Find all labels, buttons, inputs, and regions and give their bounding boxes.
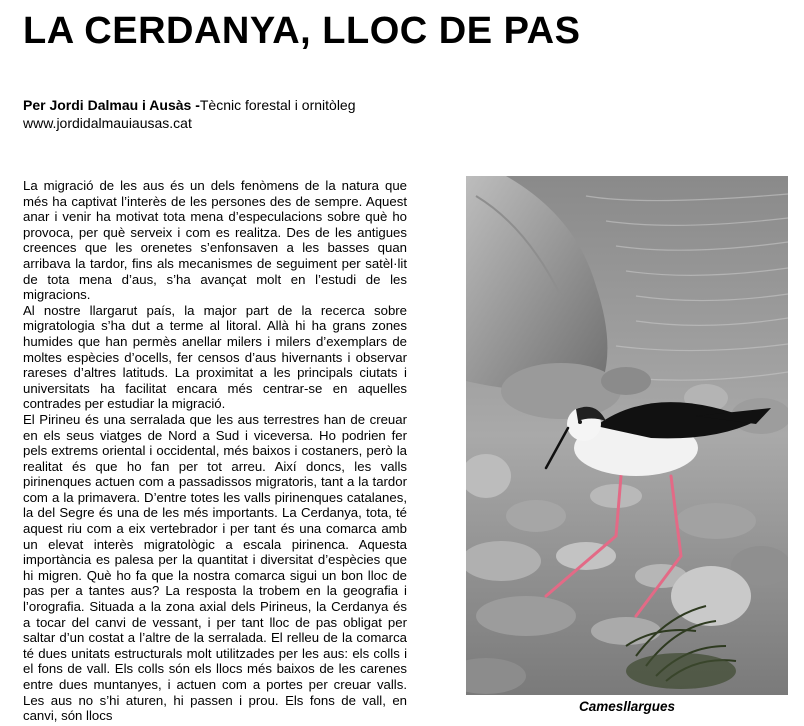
byline <box>23 96 356 132</box>
photo-caption: Camesllargues <box>578 699 676 714</box>
article-title: LA CERDANYA, LLOC DE PAS <box>23 10 581 52</box>
article-body <box>23 178 407 724</box>
paragraph: Al nostre llargarut país, la major part de la recerca sobre migratologia s’ha dut a terme al litoral. Allà hi ha grans zones humides que han permès anellar milers i milers d’exemplars de moltes espècies d’ocells, fer censos d’aus hivernants i observar rareses d’altres latituds. La proximitat a les principals ciutats i universitats ha facilitat encara més centrar-se en aquelles contrades per estudiar la migració. <box>23 302 407 412</box>
stilt-illustration <box>466 176 788 695</box>
author-role: Tècnic forestal i ornitòleg <box>199 97 356 113</box>
paragraph: La migració de les aus és un dels fenòmens de la natura que més ha captivat l’interès de les persones des de sempre. Aquest anar i venir ha motivat tota mena d’especulacions sobre què ho provoca, per què serveix i com es realitza. Des de les antigues creences que les orenetes s’enfonsaven a les basses quan arribava la tardor, fins als mecanismes de seguiment per satèl·lit de tota mena d’aus, s’ha avançat molt en l’estudi de les migracions. <box>23 178 407 303</box>
stilt-photo <box>466 176 788 695</box>
author-website: www.jordidalmauiausas.cat <box>23 115 192 131</box>
author-name: Per Jordi Dalmau i Ausàs - <box>23 97 200 113</box>
paragraph: El Pirineu és una serralada que les aus terrestres han de creuar en els seus viatges de Nord a Sud i viceversa. Ho podrien fer pels extrems oriental i occidental, més baixos i costaners, però la realitat és que ho fan per tot arreu. Així doncs, les valls pirinenques actuen com a passadissos migratoris, tant a la tardor com a la primavera. D’entre totes les valls pirinenques catalanes, la del Segre és una de les més importants. La Cerdanya, tota, té aquest riu com a eix vertebrador i per tant és una comarca amb un elevat interès migratològic a escala pirinenca. Aquesta importància es palesa per la quantitat i diversitat d’espècies que hi migren. Què ho fa que la nostra comarca sigui un bon lloc de pas per a tantes aus? La resposta la trobem en la geografia i l’orografia. Situada a la zona axial dels Pirineus, la Cerdanya és a tocar del canvi de vessant, i per tant lloc de pas obligat per saltar d’un costat a l’altre de la serralada. El relleu de la comarca té dues unitats estructurals molt utilitzades per les aus: els colls i el fons de vall. Els colls són els llocs més baixos de les carenes entre dues muntanyes, i actuen com a portes per creuar valls. Les aus no s’hi aturen, hi passen i prou. Els fons de vall, en canvi, són llocs <box>23 411 407 724</box>
